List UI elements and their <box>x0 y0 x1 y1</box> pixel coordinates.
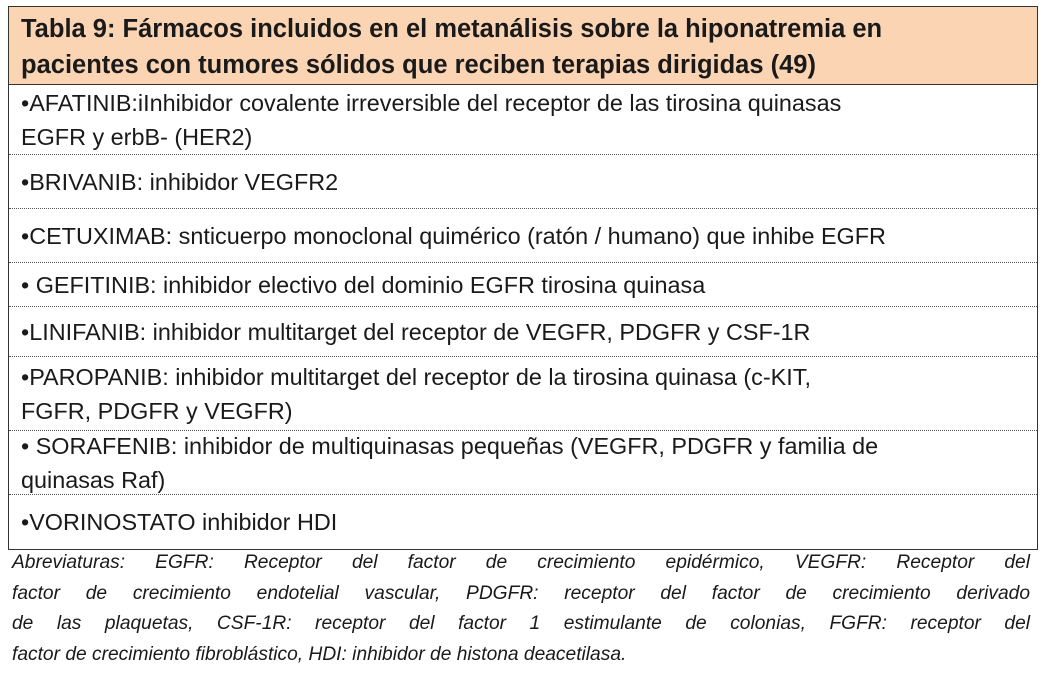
row-text-line: • GEFITINIB: inhibidor electivo del dominio EGFR tirosina quinasa <box>21 271 706 298</box>
footnote-line-1: Abreviaturas: EGFR: Receptor del factor de crecimiento epidérmico, VEGFR: Receptor del <box>12 552 1030 573</box>
row-text-line: quinasas Raf) <box>21 466 166 493</box>
abbreviations-footnote <box>12 548 1030 670</box>
row-text-line: EGFR y erbB- (HER2) <box>21 123 253 150</box>
row-text-line: •VORINOSTATO inhibidor HDI <box>21 509 338 535</box>
row-text-line: FGFR, PDGFR y VEGFR) <box>21 397 293 424</box>
drug-table <box>8 6 1038 550</box>
footnote-line-3: de las plaquetas, CSF-1R: receptor del factor 1 estimulante de colonias, FGFR: receptor del <box>12 613 1030 634</box>
table-title-line-2: pacientes con tumores sólidos que reciben terapias dirigidas (49) <box>21 51 816 79</box>
row-text-line: • SORAFENIB: inhibidor de multiquinasas pequeñas (VEGFR, PDGFR y familia de <box>21 432 879 459</box>
table-row-gefitinib <box>9 263 1037 307</box>
row-text-line: •LINIFANIB: inhibidor multitarget del receptor de VEGFR, PDGFR y CSF-1R <box>21 318 811 345</box>
row-text-line: •AFATINIB:iInhibidor covalente irreversible del receptor de las tirosina quinasas <box>21 89 842 116</box>
table-row-paropanib <box>9 357 1037 431</box>
table-row-brivanib <box>9 155 1037 209</box>
table-row-cetuximab <box>9 209 1037 263</box>
footnote-line-2: factor de crecimiento endotelial vascular, PDGFR: receptor del factor de crecimiento derivado <box>12 582 1030 604</box>
row-text-line: •CETUXIMAB: snticuerpo monoclonal quimérico (ratón / humano) que inhibe EGFR <box>21 222 886 249</box>
table-row-vorinostato <box>9 495 1037 549</box>
table-title <box>9 7 1037 85</box>
table-title-line-1: Tabla 9: Fármacos incluidos en el metanálisis sobre la hiponatremia en <box>21 15 883 43</box>
footnote-line-4: factor de crecimiento fibroblástico, HDI: inhibidor de histona deacetilasa. <box>12 643 627 665</box>
table-row-sorafenib <box>9 431 1037 495</box>
table-row-afatinib <box>9 85 1037 155</box>
row-text-line: •BRIVANIB: inhibidor VEGFR2 <box>21 168 339 195</box>
table-row-linifanib <box>9 307 1037 357</box>
row-text-line: •PAROPANIB: inhibidor multitarget del receptor de la tirosina quinasa (c-KIT, <box>21 363 811 390</box>
